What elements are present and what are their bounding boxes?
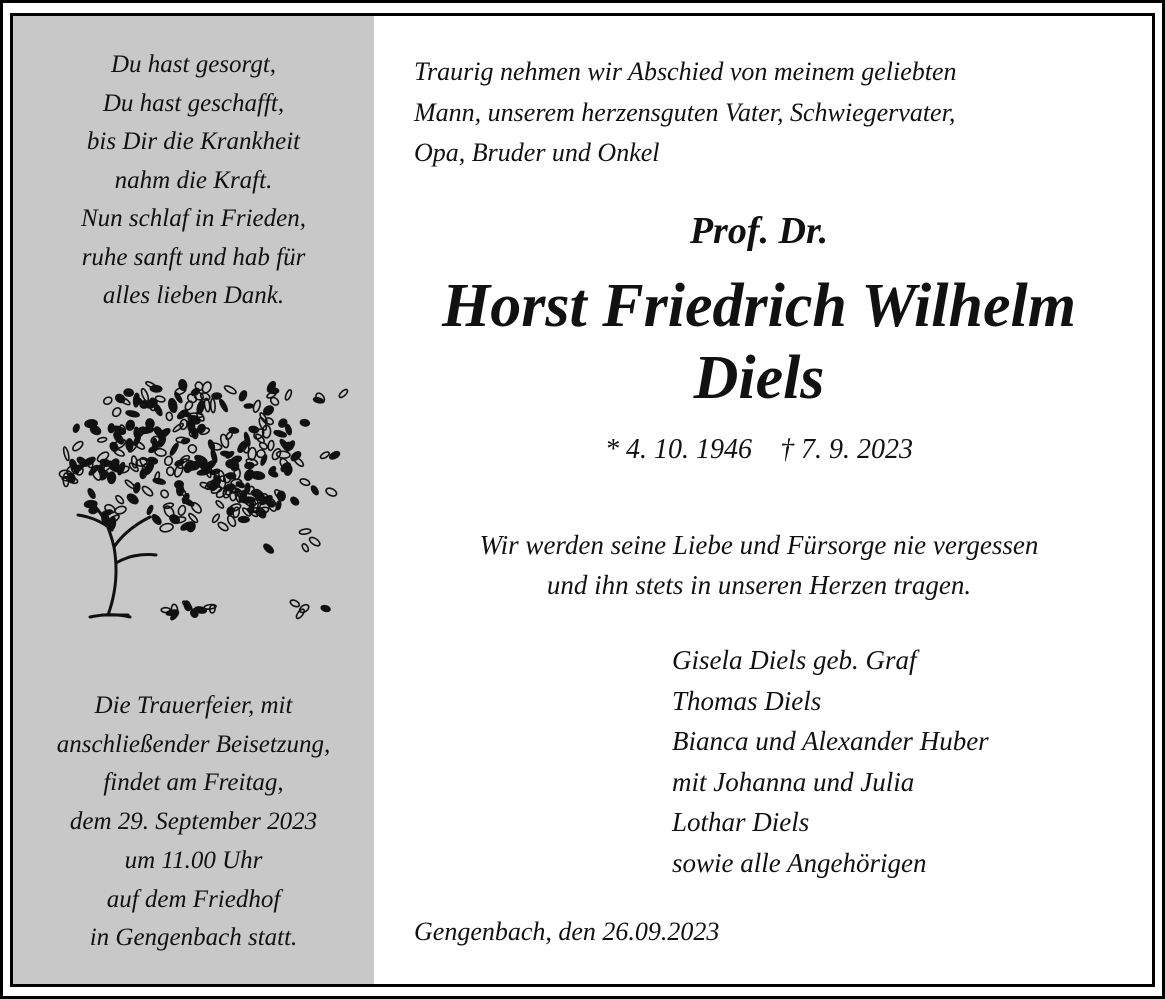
verse-line: ruhe sanft und hab für bbox=[81, 243, 306, 271]
leaf-icon bbox=[267, 440, 274, 451]
mourner-entry: Gisela Diels geb. Graf bbox=[672, 645, 917, 675]
verse-line: alles lieben Dank. bbox=[102, 282, 285, 309]
leaf-icon bbox=[131, 456, 138, 468]
funeral-line: dem 29. September 2023 bbox=[69, 808, 318, 836]
leaf-icon bbox=[325, 487, 338, 498]
leaf-icon bbox=[177, 505, 186, 516]
leaf-icon bbox=[71, 440, 84, 453]
leaf-icon bbox=[295, 608, 306, 620]
leaf-icon bbox=[159, 522, 174, 533]
leaf-icon bbox=[321, 605, 331, 613]
funeral-line: findet am Freitag, bbox=[103, 769, 284, 797]
quote-line: Wir werden seine Liebe und Fürsorge nie vergessen bbox=[479, 530, 1039, 560]
mourner-entry: sowie alle Angehörigen bbox=[672, 847, 927, 878]
leaf-icon bbox=[251, 471, 265, 480]
leaf-icon bbox=[210, 399, 215, 413]
leaf-icon bbox=[299, 528, 311, 535]
leaf-icon bbox=[245, 462, 254, 469]
intro-line: Traurig nehmen wir Abschied von meinem geliebten bbox=[414, 57, 957, 86]
leaf-icon bbox=[178, 379, 187, 391]
leaf-icon bbox=[172, 422, 184, 433]
leaf-icon bbox=[218, 399, 228, 413]
leaf-icon bbox=[329, 450, 341, 460]
remembrance-quote bbox=[400, 525, 1118, 605]
leaf-icon bbox=[319, 451, 330, 460]
leaf-icon bbox=[244, 404, 253, 408]
leaf-icon bbox=[114, 505, 127, 515]
leaf-icon bbox=[63, 447, 70, 461]
leaf-icon bbox=[217, 521, 230, 532]
leaf-icon bbox=[97, 437, 107, 443]
tree-illustration bbox=[30, 365, 360, 630]
leaf-icon bbox=[252, 400, 261, 413]
leaf-icon bbox=[141, 485, 154, 498]
leaf-icon bbox=[276, 501, 282, 510]
mourner-entry: Bianca und Alexander Huber bbox=[672, 726, 989, 757]
funeral-line: auf dem Friedhof bbox=[106, 885, 281, 913]
leaf-icon bbox=[276, 451, 290, 459]
leaf-icon bbox=[133, 393, 139, 407]
leaf-icon bbox=[181, 438, 190, 445]
funeral-line: um 11.00 Uhr bbox=[124, 846, 263, 874]
leaf-icon bbox=[139, 468, 147, 479]
funeral-line: anschließender Beisetzung, bbox=[56, 730, 331, 758]
leaf-icon bbox=[102, 396, 113, 406]
leaf-icon bbox=[146, 505, 153, 515]
leaf-icon bbox=[238, 390, 248, 402]
verse-line: Du hast geschafft, bbox=[102, 89, 285, 117]
leaf-icon bbox=[226, 514, 237, 527]
mourner-entry: Lothar Diels bbox=[672, 807, 810, 838]
leaf-icon bbox=[159, 489, 169, 499]
leaf-icon bbox=[151, 513, 163, 525]
funeral-notice bbox=[13, 687, 374, 958]
leaf-icon bbox=[166, 412, 173, 421]
leaf-icon bbox=[223, 384, 237, 395]
leaf-icon bbox=[338, 388, 349, 399]
leaf-icon bbox=[255, 506, 267, 519]
leaf-icon bbox=[126, 410, 140, 418]
leaf-icon bbox=[113, 448, 125, 458]
leaf-icon bbox=[87, 488, 97, 500]
leaf-icon bbox=[262, 543, 274, 555]
surname-line: Diels bbox=[693, 344, 825, 412]
leaf-icon bbox=[229, 427, 239, 433]
leaf-icon bbox=[300, 419, 310, 427]
leaf-icon bbox=[196, 400, 205, 414]
leaf-icon bbox=[187, 443, 198, 454]
leaf-icon bbox=[133, 482, 141, 493]
leaf-icon bbox=[269, 388, 279, 394]
leaf-icon bbox=[284, 389, 292, 401]
leaf-icon bbox=[310, 485, 319, 496]
funeral-line: Die Trauerfeier, mit bbox=[94, 692, 293, 719]
leaf-icon bbox=[236, 481, 246, 489]
leaf-icon bbox=[187, 418, 195, 432]
leaf-icon bbox=[108, 424, 114, 433]
leaf-icon bbox=[107, 472, 116, 484]
verse-line: nahm die Kraft. bbox=[114, 166, 273, 194]
leaf-icon bbox=[238, 517, 249, 523]
leaf-icon bbox=[85, 419, 98, 428]
falling-leaves bbox=[59, 379, 349, 621]
verse-line: Nun schlaf in Frieden, bbox=[81, 205, 306, 232]
leaf-icon bbox=[299, 478, 310, 487]
name-line: Horst Friedrich Wilhelm bbox=[442, 272, 1076, 340]
leaf-icon bbox=[273, 430, 287, 438]
leaf-icon bbox=[269, 470, 279, 478]
leaf-icon bbox=[124, 389, 134, 397]
leaf-icon bbox=[164, 455, 174, 466]
academic-title: Prof. Dr. bbox=[689, 210, 829, 252]
leaf-icon bbox=[289, 599, 300, 608]
mourners-list bbox=[672, 640, 1132, 884]
leaf-icon bbox=[277, 491, 285, 501]
leaf-icon bbox=[175, 481, 184, 489]
verse-line: Du hast gesorgt, bbox=[110, 51, 277, 78]
life-dates: * 4. 10. 1946 † 7. 9. 2023 bbox=[605, 434, 913, 465]
intro-line: Mann, unserem herzensguten Vater, Schwiegervater, bbox=[414, 97, 956, 127]
mourner-entry: Thomas Diels bbox=[672, 685, 822, 716]
leaf-icon bbox=[154, 448, 166, 457]
leaf-icon bbox=[168, 398, 179, 413]
deceased-name bbox=[400, 270, 1118, 414]
leaf-icon bbox=[301, 543, 310, 553]
leaf-icon bbox=[289, 496, 299, 506]
mourner-entry: mit Johanna und Julia bbox=[672, 766, 915, 797]
leaf-icon bbox=[166, 467, 174, 476]
leaf-icon bbox=[169, 442, 179, 456]
leaf-icon bbox=[183, 600, 191, 611]
funeral-line: in Gengenbach statt. bbox=[89, 924, 298, 952]
leaf-icon bbox=[308, 536, 321, 548]
quote-line: und ihn stets in unseren Herzen tragen. bbox=[546, 570, 972, 600]
verse-line: bis Dir die Krankheit bbox=[86, 128, 301, 155]
intro-text bbox=[414, 52, 1134, 174]
place-and-date: Gengenbach, den 26.09.2023 bbox=[414, 917, 720, 946]
leaf-icon bbox=[150, 385, 162, 392]
intro-line: Opa, Bruder und Onkel bbox=[414, 138, 660, 167]
leaf-icon bbox=[115, 494, 125, 504]
leaf-icon bbox=[226, 473, 235, 479]
leaf-icon bbox=[126, 492, 140, 505]
leaf-icon bbox=[215, 500, 225, 510]
leaf-icon bbox=[111, 406, 122, 418]
leaf-icon bbox=[176, 408, 189, 420]
memorial-verse bbox=[13, 46, 374, 316]
leaf-icon bbox=[72, 423, 80, 433]
